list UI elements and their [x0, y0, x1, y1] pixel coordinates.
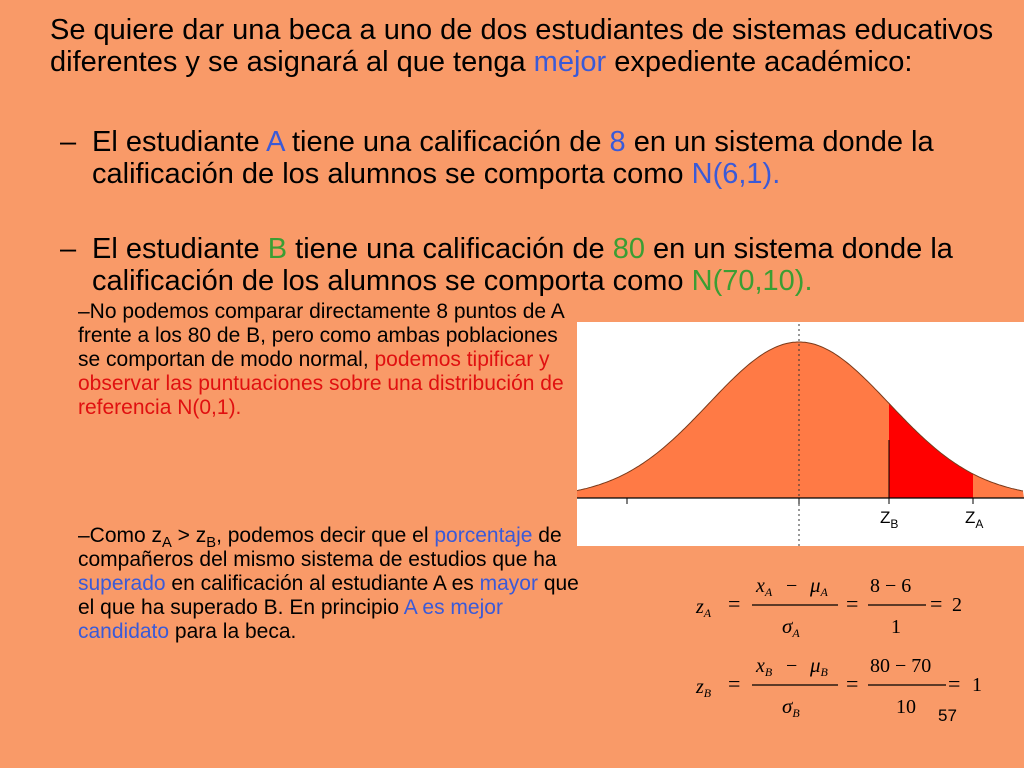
normal-curve-chart: [577, 322, 1024, 546]
svg-text:=: =: [930, 591, 943, 616]
formula-za: [695, 573, 962, 640]
intro-highlight: mejor: [533, 46, 607, 78]
bullet-dash: –: [60, 126, 77, 158]
svg-text:=: =: [846, 591, 859, 616]
svg-text:10: 10: [896, 696, 916, 718]
zb-label: $Z_B$: [880, 508, 899, 531]
bullet-student-b: [60, 233, 1010, 297]
bullet-text: en un sistema donde la calificación de los alumnos se comporta como: [92, 126, 934, 190]
paragraph-conclusion: [78, 524, 583, 644]
z-score-formulas: [690, 565, 1010, 725]
paragraph-text: de compañeros del mismo sistema de estudios que ha: [78, 524, 562, 571]
paragraph-text: , podemos decir que el: [216, 524, 435, 547]
bullet-student-a: [60, 126, 1010, 190]
normal-curve-svg: [577, 322, 1024, 546]
bullet-text: tiene una calificación de: [283, 126, 610, 158]
student-a-grade: 8: [609, 126, 626, 158]
svg-text:1: 1: [972, 674, 982, 696]
right-tail-area: [889, 403, 973, 498]
paragraph-highlight: podemos tipificar y observar las puntuaciones sobre una distribución de referencia N(0,1).: [78, 348, 564, 419]
bullet-text: en un sistema donde la calificación de los alumnos se comporta como: [92, 233, 953, 297]
svg-text:zA: $z_A$: [696, 596, 712, 620]
paragraph-text: para la beca.: [169, 620, 297, 643]
student-b-label: B: [267, 233, 288, 265]
svg-text:xA: $x_A$: [756, 575, 773, 599]
intro-text: [50, 14, 1000, 78]
intro-text-end: expediente académico:: [606, 46, 913, 78]
svg-text:zB: $z_B$: [696, 676, 712, 700]
subscript: B: [206, 535, 217, 552]
svg-text:1: 1: [891, 616, 901, 638]
svg-text:−: −: [786, 655, 798, 677]
student-b-distribution: N(70,10).: [691, 265, 813, 297]
svg-text:σB: σB: [782, 694, 800, 720]
page-number: 57: [938, 706, 957, 725]
svg-text:σA: σA: [782, 614, 800, 640]
paragraph-text: –No podemos comparar directamente 8 puntos de A frente a los 80 de B, pero como ambas poblaciones se comportan de modo normal,: [78, 300, 564, 371]
formulas-svg: [690, 565, 1010, 725]
highlight-candidato: A es mejor candidato: [78, 596, 503, 643]
highlight-superado: superado: [78, 572, 166, 595]
intro-text-start: Se quiere dar una beca a uno de dos estudiantes de sistemas educativos diferentes y se asignará al que tenga: [50, 14, 994, 78]
paragraph-text: en calificación al estudiante A es: [165, 572, 480, 595]
student-b-grade: 80: [612, 233, 645, 265]
svg-text:−: −: [786, 575, 798, 597]
bullet-text: tiene una calificación de: [287, 233, 613, 265]
svg-text:μA: μA: [810, 573, 828, 599]
za-label: $Z_A$: [965, 508, 984, 531]
paragraph-text: > z: [171, 524, 207, 547]
svg-text:8 − 6: 8 − 6: [870, 575, 912, 597]
svg-text:μB: μB: [810, 653, 828, 679]
paragraph-text: que el que ha superado B. En principio: [78, 572, 579, 619]
highlight-mayor: mayor: [479, 572, 538, 595]
svg-text:=: =: [728, 671, 741, 696]
paragraph-text: –Como z: [78, 524, 163, 547]
student-a-label: A: [266, 126, 284, 158]
svg-text:=: =: [846, 671, 859, 696]
bullet-text: El estudiante: [92, 233, 268, 265]
svg-text:=: =: [948, 671, 961, 696]
svg-text:80 − 70: 80 − 70: [870, 655, 932, 677]
bullet-dash: –: [60, 233, 77, 265]
svg-text:2: 2: [952, 594, 962, 616]
bullet-text: El estudiante: [92, 126, 267, 158]
paragraph-tipificar: [78, 300, 583, 420]
highlight-porcentaje: porcentaje: [434, 524, 533, 547]
svg-text:xB: $x_B$: [756, 655, 773, 679]
svg-text:=: =: [728, 591, 741, 616]
student-a-distribution: N(6,1).: [691, 158, 781, 190]
subscript: A: [162, 535, 172, 552]
